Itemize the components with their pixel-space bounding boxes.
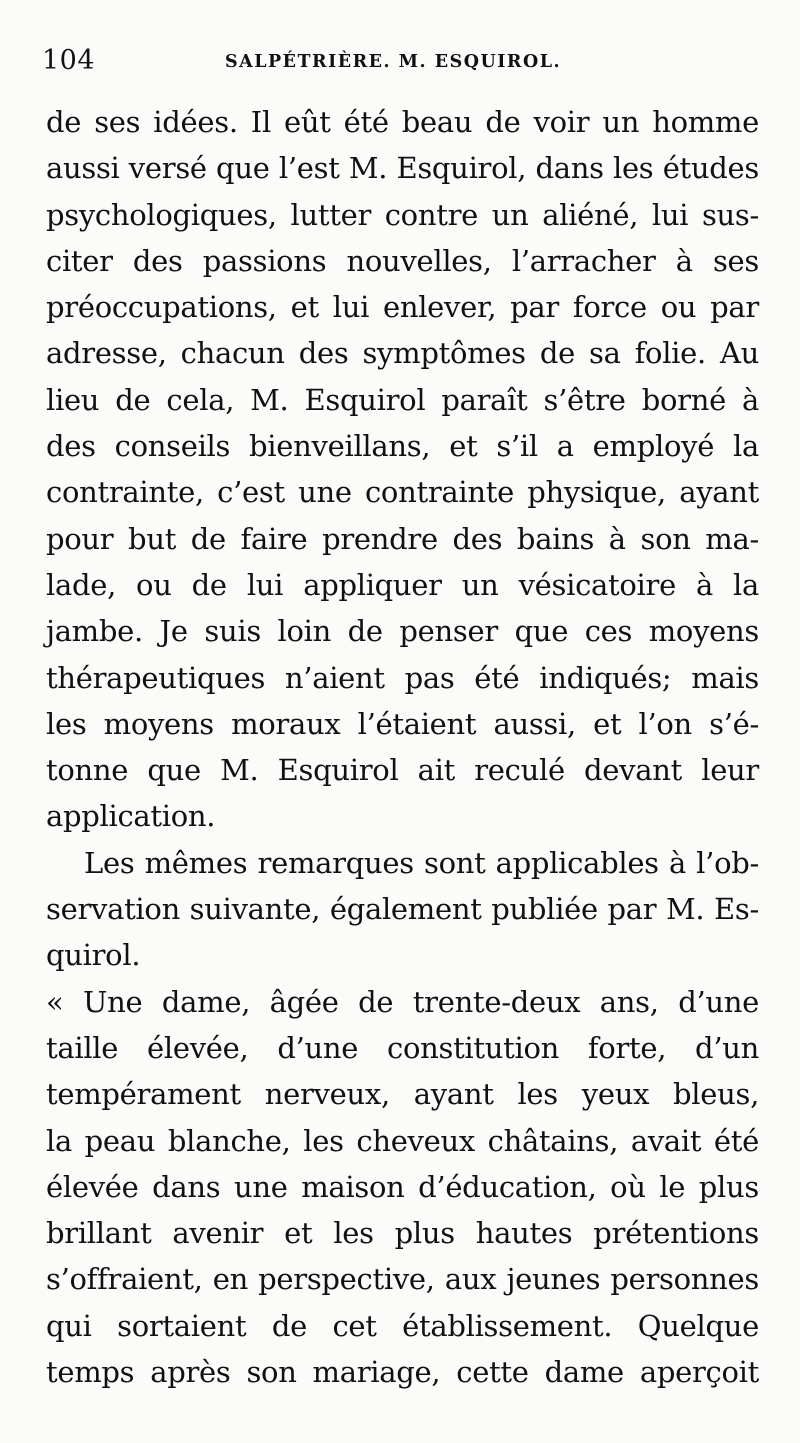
text-line: temps après son mariage, cette dame aperçoit: [46, 1355, 759, 1390]
paragraph-first-line: Les mêmes remarques sont applicables à l’ob-: [84, 845, 759, 880]
text-line: taille élevée, d’une constitution forte, d’un: [46, 1030, 759, 1065]
text-line: adresse, chacun des symptômes de sa folie. Au: [46, 336, 759, 371]
paragraph-end-line: quirol.: [46, 938, 141, 973]
text-line: jambe. Je suis loin de penser que ces moyens: [46, 614, 759, 649]
text-line: brillant avenir et les plus hautes prétentions: [46, 1216, 759, 1251]
page-number: 104: [42, 45, 96, 76]
text-line: servation suivante, également publiée par M. Es-: [46, 892, 759, 927]
quote-first-line: « Une dame, âgée de trente-deux ans, d’une: [46, 984, 759, 1019]
text-line: élevée dans une maison d’éducation, où le plus: [46, 1169, 759, 1204]
body-text: [46, 99, 759, 1395]
text-line: des conseils bienveillans, et s’il a employé la: [46, 429, 759, 464]
text-line: citer des passions nouvelles, l’arracher à ses: [46, 243, 759, 278]
paragraph-end-line: application.: [46, 799, 216, 834]
text-line: la peau blanche, les cheveux châtains, avait été: [46, 1123, 759, 1158]
running-title: SALPÉTRIÈRE. M. ESQUIROL.: [225, 52, 562, 72]
text-line: lieu de cela, M. Esquirol paraît s’être borné à: [46, 382, 759, 417]
text-line: tempérament nerveux, ayant les yeux bleus,: [46, 1077, 759, 1112]
text-line: psychologiques, lutter contre un aliéné, lui sus-: [46, 197, 759, 232]
text-line: lade, ou de lui appliquer un vésicatoire à la: [46, 567, 759, 602]
text-line: thérapeutiques n’aient pas été indiqués; mais: [46, 660, 759, 695]
text-line: de ses idées. Il eût été beau de voir un homme: [46, 105, 759, 139]
text-line: aussi versé que l’est M. Esquirol, dans les études: [46, 151, 759, 186]
page-header: [42, 44, 762, 78]
text-line: pour but de faire prendre des bains à son ma-: [46, 521, 759, 556]
text-line: contrainte, c’est une contrainte physique, ayant: [46, 475, 759, 510]
text-line: préoccupations, et lui enlever, par force ou par: [46, 290, 759, 325]
text-line: les moyens moraux l’étaient aussi, et l’on s’é-: [46, 706, 759, 741]
text-line: s’offraient, en perspective, aux jeunes personnes: [46, 1262, 759, 1297]
text-line: qui sortaient de cet établissement. Quelque: [46, 1308, 759, 1343]
text-line: tonne que M. Esquirol ait reculé devant leur: [46, 753, 759, 788]
